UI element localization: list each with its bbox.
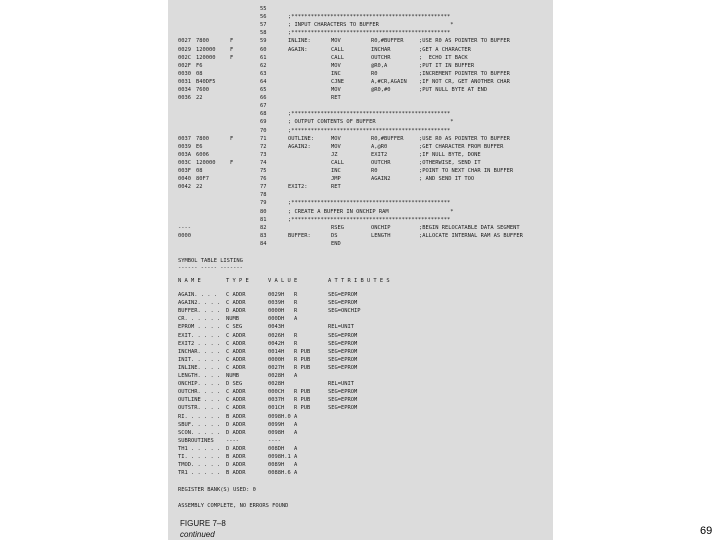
listing-op: JZ — [331, 151, 338, 158]
listing-num: 73 — [260, 151, 267, 158]
listing-line — [168, 29, 553, 37]
symbol-value: 0026H R — [268, 332, 298, 339]
listing-op: RET — [331, 95, 341, 102]
listing-num: 55 — [260, 6, 267, 12]
listing-line — [168, 224, 553, 232]
symbol-row — [168, 388, 553, 396]
listing-obj: 120000 — [196, 46, 216, 53]
listing-comment: ;GET A CHARACTER — [419, 46, 471, 53]
listing-op: CALL — [331, 159, 344, 166]
listing-num: 79 — [260, 200, 267, 207]
listing-op: DS — [331, 232, 338, 239]
symbol-name: RI. . . . . . — [178, 413, 221, 420]
listing-num: 82 — [260, 224, 267, 231]
symbol-name: TH1 . . . . . — [178, 445, 221, 452]
listing-operand: A,#CR,AGAIN — [371, 78, 407, 85]
listing-num: 84 — [260, 240, 267, 247]
header-value: V A L U E — [268, 278, 298, 284]
listing-flag: F — [230, 46, 234, 53]
symbol-name: TI. . . . . . — [178, 454, 221, 460]
listing-obj: E6 — [196, 143, 203, 150]
listing-comment: ; AND SEND IT TOO — [419, 176, 475, 183]
symbol-attributes: SEG=ONCHIP — [328, 308, 361, 315]
symbol-row — [168, 461, 553, 469]
listing-addr: 003A — [178, 151, 191, 158]
symbol-value: 000CH R PUB — [268, 389, 311, 396]
listing-obj: 22 — [196, 95, 203, 102]
symbol-type: C ADDR — [226, 397, 246, 404]
listing-num: 59 — [260, 38, 267, 45]
listing-obj: 120000 — [196, 54, 216, 61]
listing-addr: 0042 — [178, 184, 191, 191]
listing-full: ;************************************************* — [288, 30, 451, 37]
header-type: T Y P E — [226, 278, 249, 284]
listing-line — [168, 175, 553, 183]
symbol-type: NUMB — [226, 373, 239, 379]
listing-addr: 002C — [178, 54, 191, 61]
symbol-value: 0039H R — [268, 300, 298, 307]
symbol-value: 0028H A — [268, 373, 298, 379]
listing-op: MOV — [331, 62, 341, 69]
listing-addr: 0039 — [178, 143, 191, 150]
symbol-row — [168, 299, 553, 307]
listing-label: EXIT2: — [288, 184, 308, 191]
symbol-type: C ADDR — [226, 332, 246, 339]
listing-operand: EXIT2 — [371, 151, 388, 158]
symbol-row — [168, 356, 553, 364]
symbol-value: 0098H.0 A — [268, 413, 298, 420]
listing-num: 63 — [260, 70, 267, 77]
assembly-status-line: ASSEMBLY COMPLETE, NO ERRORS FOUND — [178, 503, 289, 509]
symbol-value: 0000H R — [268, 308, 298, 315]
symbol-row — [168, 429, 553, 437]
symbol-name: INCHAR. . . . — [178, 348, 221, 355]
listing-full: ; INPUT CHARACTERS TO BUFFER * — [288, 22, 454, 29]
symbol-name: EXIT2 . . . . — [178, 340, 221, 347]
listing-addr: 0030 — [178, 70, 191, 77]
listing-num: 70 — [260, 127, 267, 134]
listing-num: 61 — [260, 54, 267, 61]
listing-op: MOV — [331, 87, 341, 93]
symbol-value: 0000H R PUB — [268, 356, 311, 363]
listing-op: END — [331, 240, 341, 247]
listing-op: INC — [331, 70, 341, 77]
symbol-type: B ADDR — [226, 454, 246, 460]
listing-addr: 0000 — [178, 232, 191, 239]
symbol-value: 0027H R PUB — [268, 364, 311, 371]
listing-line — [168, 70, 553, 78]
symbol-row — [168, 413, 553, 421]
symbol-table-header — [168, 277, 553, 285]
symbol-value: 001CH R PUB — [268, 405, 311, 412]
listing-op: CJNE — [331, 78, 344, 85]
listing-line — [168, 183, 553, 191]
listing-num: 78 — [260, 192, 267, 199]
listing-label: AGAIN: — [288, 46, 308, 53]
listing-num: 77 — [260, 184, 267, 191]
listing-full: ;************************************************* — [288, 14, 451, 21]
listing-line — [168, 127, 553, 135]
symbol-attributes: SEG=EPROM — [328, 348, 358, 355]
listing-op: CALL — [331, 54, 344, 61]
listing-line — [168, 94, 553, 102]
listing-operand: @R0,#0 — [371, 87, 391, 93]
symbol-row — [168, 332, 553, 340]
symbol-name: EXIT. . . . . — [178, 332, 221, 339]
listing-op: MOV — [331, 143, 341, 150]
listing-addr: 002F — [178, 62, 191, 69]
listing-line — [168, 62, 553, 70]
listing-line — [168, 167, 553, 175]
listing-comment: ;USE R0 AS POINTER TO BUFFER — [419, 38, 510, 45]
listing-line — [168, 232, 553, 240]
symbol-value: 0043H — [268, 324, 285, 331]
listing-line — [168, 151, 553, 159]
listing-num: 65 — [260, 87, 267, 93]
symbol-row — [168, 421, 553, 429]
listing-full: ;************************************************* — [288, 200, 451, 207]
symbol-value: 008DH A — [268, 445, 298, 452]
listing-operand: @R0,A — [371, 62, 388, 69]
listing-flag: F — [230, 135, 234, 142]
header-name: N A M E — [178, 278, 201, 284]
listing-num: 66 — [260, 95, 267, 102]
symbol-name: CR. . . . . . — [178, 316, 221, 323]
listing-line — [168, 54, 553, 62]
symbol-name: SUBROUTINES — [178, 437, 214, 444]
symbol-attributes: SEG=EPROM — [328, 389, 358, 396]
figure-continued-label: continued — [180, 530, 215, 539]
listing-op: INC — [331, 168, 341, 174]
symbol-name: ONCHIP. . . . — [178, 381, 221, 388]
symbol-type: C ADDR — [226, 356, 246, 363]
symbol-type: ---- — [226, 437, 239, 444]
symbol-value: 0014H R PUB — [268, 348, 311, 355]
symbol-name: SCON. . . . . — [178, 429, 221, 436]
listing-line — [168, 13, 553, 21]
listing-operand: LENGTH — [371, 232, 391, 239]
symbol-value: 0029H R — [268, 292, 298, 298]
register-banks-line: REGISTER BANK(S) USED: 0 — [178, 487, 256, 493]
listing-op: RET — [331, 184, 341, 191]
symbol-attributes: REL=UNIT — [328, 324, 354, 331]
symbol-table-rule-text: ------ ----- ------- — [178, 265, 243, 271]
symbol-attributes: SEG=EPROM — [328, 397, 358, 404]
listing-label: INLINE: — [288, 38, 311, 45]
symbol-type: C ADDR — [226, 364, 246, 371]
symbol-type: C ADDR — [226, 389, 246, 396]
symbol-attributes: SEG=EPROM — [328, 300, 358, 307]
listing-comment: ;IF NOT CR, GET ANOTHER CHAR — [419, 78, 510, 85]
symbol-attributes: SEG=EPROM — [328, 364, 358, 371]
scanned-listing-page — [168, 0, 553, 540]
symbol-type: D SEG — [226, 381, 243, 388]
symbol-value: 0037H R PUB — [268, 397, 311, 404]
symbol-name: TMOD. . . . . — [178, 462, 221, 469]
listing-comment: ;PUT NULL BYTE AT END — [419, 87, 488, 93]
symbol-attributes: SEG=EPROM — [328, 340, 358, 347]
symbol-row — [168, 437, 553, 445]
listing-addr: 0036 — [178, 95, 191, 102]
symbol-name: TR1 . . . . . — [178, 470, 221, 477]
symbol-type: C SEG — [226, 324, 243, 331]
listing-line — [168, 208, 553, 216]
symbol-name: INIT. . . . . — [178, 356, 221, 363]
listing-op: MOV — [331, 135, 341, 142]
symbol-name: OUTCHR. . . . — [178, 389, 221, 396]
symbol-row — [168, 404, 553, 412]
listing-num: 60 — [260, 46, 267, 53]
symbol-row — [168, 396, 553, 404]
symbol-type: C ADDR — [226, 405, 246, 412]
symbol-attributes: REL=UNIT — [328, 381, 354, 388]
listing-addr: 0027 — [178, 38, 191, 45]
listing-label: OUTLINE: — [288, 135, 314, 142]
listing-obj: 08 — [196, 168, 203, 174]
listing-addr: 003F — [178, 168, 191, 174]
listing-obj: 7800 — [196, 38, 209, 45]
symbol-value: 0098H.1 A — [268, 454, 298, 460]
symbol-type: D ADDR — [226, 308, 246, 315]
listing-op: MOV — [331, 38, 341, 45]
figure-caption: FIGURE 7–8 — [180, 519, 226, 528]
symbol-row — [168, 291, 553, 299]
symbol-row — [168, 453, 553, 461]
listing-num: 58 — [260, 30, 267, 37]
listing-operand: R0 — [371, 168, 378, 174]
symbol-type: C ADDR — [226, 340, 246, 347]
symbol-type: D ADDR — [226, 462, 246, 469]
symbol-value: 000DH A — [268, 316, 298, 323]
listing-obj: 120000 — [196, 159, 216, 166]
listing-num: 76 — [260, 176, 267, 183]
symbol-name: OUTLINE . . . — [178, 397, 221, 404]
symbol-value: 0089H A — [268, 462, 298, 469]
listing-addr: 0034 — [178, 87, 191, 93]
symbol-value: 0099H A — [268, 421, 298, 428]
listing-operand: R0,#BUFFER — [371, 135, 404, 142]
listing-operand: OUTCHR — [371, 54, 391, 61]
symbol-value: ---- — [268, 437, 281, 444]
listing-full: ; CREATE A BUFFER IN ONCHIP RAM * — [288, 208, 454, 215]
listing-num: 83 — [260, 232, 267, 239]
listing-num: 62 — [260, 62, 267, 69]
symbol-row — [168, 348, 553, 356]
listing-num: 71 — [260, 135, 267, 142]
listing-operand: AGAIN2 — [371, 176, 391, 183]
symbol-row — [168, 307, 553, 315]
listing-line — [168, 86, 553, 94]
listing-comment: ;GET CHARACTER FROM BUFFER — [419, 143, 504, 150]
listing-op: CALL — [331, 46, 344, 53]
listing-num: 67 — [260, 103, 267, 110]
symbol-type: D ADDR — [226, 429, 246, 436]
listing-num: 57 — [260, 22, 267, 29]
listing-line — [168, 21, 553, 29]
symbol-type: D ADDR — [226, 445, 246, 452]
listing-line — [168, 118, 553, 126]
listing-line — [168, 135, 553, 143]
symbol-name: INLINE. . . . — [178, 364, 221, 371]
listing-operand: R0,#BUFFER — [371, 38, 404, 45]
symbol-attributes: SEG=EPROM — [328, 356, 358, 363]
listing-num: 69 — [260, 119, 267, 126]
listing-addr: 0037 — [178, 135, 191, 142]
listing-obj: 6006 — [196, 151, 209, 158]
listing-operand: R0 — [371, 70, 378, 77]
listing-num: 64 — [260, 78, 267, 85]
listing-addr: 003C — [178, 159, 191, 166]
listing-line — [168, 199, 553, 207]
symbol-row — [168, 469, 553, 477]
listing-num: 56 — [260, 14, 267, 21]
symbol-attributes: SEG=EPROM — [328, 405, 358, 412]
listing-line — [168, 110, 553, 118]
listing-obj: 08 — [196, 70, 203, 77]
symbol-table-title-text: SYMBOL TABLE LISTING — [178, 258, 243, 264]
listing-comment: ;OTHERWISE, SEND IT — [419, 159, 481, 166]
listing-line — [168, 37, 553, 45]
listing-num: 68 — [260, 111, 267, 118]
listing-line — [168, 78, 553, 86]
symbol-row — [168, 445, 553, 453]
symbol-type: D ADDR — [226, 421, 246, 428]
listing-line — [168, 240, 553, 248]
symbol-row — [168, 372, 553, 380]
symbol-name: BUFFER. . . . — [178, 308, 221, 315]
listing-addr: 0029 — [178, 46, 191, 53]
symbol-type: C ADDR — [226, 292, 246, 298]
symbol-value: 0042H R — [268, 340, 298, 347]
symbol-name: OUTSTR. . . . — [178, 405, 221, 412]
listing-num: 81 — [260, 216, 267, 223]
listing-comment: ;USE R0 AS POINTER TO BUFFER — [419, 135, 510, 142]
listing-comment: ;ALLOCATE INTERNAL RAM AS BUFFER — [419, 232, 523, 239]
symbol-row — [168, 323, 553, 331]
symbol-name: LENGTH. . . . — [178, 373, 221, 379]
symbol-type: B ADDR — [226, 413, 246, 420]
listing-num: 74 — [260, 159, 267, 166]
symbol-row — [168, 380, 553, 388]
listing-comment: ;PUT IT IN BUFFER — [419, 62, 475, 69]
listing-op: JMP — [331, 176, 341, 183]
listing-num: 80 — [260, 208, 267, 215]
symbol-attributes: SEG=EPROM — [328, 292, 358, 298]
symbol-value: 0098H A — [268, 429, 298, 436]
listing-label: AGAIN2: — [288, 143, 311, 150]
listing-comment: ;IF NULL BYTE, DONE — [419, 151, 481, 158]
listing-label: BUFFER: — [288, 232, 311, 239]
symbol-type: C ADDR — [226, 300, 246, 307]
listing-operand: INCHAR — [371, 46, 391, 53]
listing-flag: F — [230, 38, 234, 45]
listing-line — [168, 46, 553, 54]
listing-obj: 22 — [196, 184, 203, 191]
listing-obj: B40DF5 — [196, 78, 216, 85]
listing-comment: ;BEGIN RELOCATABLE DATA SEGMENT — [419, 224, 520, 231]
symbol-type: NUMB — [226, 316, 239, 323]
listing-op: RSEG — [331, 224, 344, 231]
symbol-row — [168, 340, 553, 348]
listing-line — [168, 191, 553, 199]
listing-full: ;************************************************* — [288, 111, 451, 118]
listing-obj: 7600 — [196, 87, 209, 93]
symbol-value: 0088H.6 A — [268, 470, 298, 477]
listing-operand: OUTCHR — [371, 159, 391, 166]
listing-operand: ONCHIP — [371, 224, 391, 231]
symbol-type: B ADDR — [226, 470, 246, 477]
listing-obj: 7800 — [196, 135, 209, 142]
listing-num: 75 — [260, 168, 267, 174]
listing-comment: ;POINT TO NEXT CHAR IN BUFFER — [419, 168, 514, 174]
listing-line — [168, 5, 553, 13]
symbol-attributes: SEG=EPROM — [328, 332, 358, 339]
listing-comment: ; ECHO IT BACK — [419, 54, 468, 61]
symbol-type: C ADDR — [226, 348, 246, 355]
symbol-name: AGAIN2. . . . — [178, 300, 221, 307]
listing-addr: 0040 — [178, 176, 191, 183]
page-number: 69 — [700, 525, 713, 537]
symbol-row — [168, 315, 553, 323]
listing-line — [168, 102, 553, 110]
header-attributes: A T T R I B U T E S — [328, 278, 390, 284]
listing-line — [168, 216, 553, 224]
listing-full: ; OUTPUT CONTENTS OF BUFFER * — [288, 119, 454, 126]
symbol-name: EPROM . . . . — [178, 324, 221, 331]
listing-obj: 80F7 — [196, 176, 209, 183]
listing-obj: F6 — [196, 62, 203, 69]
listing-line — [168, 143, 553, 151]
symbol-table-title-rule — [168, 264, 553, 272]
listing-full: ;************************************************* — [288, 216, 451, 223]
listing-flag: F — [230, 54, 234, 61]
listing-comment: ;INCREMENT POINTER TO BUFFER — [419, 70, 510, 77]
listing-full: ;************************************************* — [288, 127, 451, 134]
listing-num: 72 — [260, 143, 267, 150]
listing-addr: 0031 — [178, 78, 191, 85]
listing-addr: ---- — [178, 224, 191, 231]
listing-line — [168, 159, 553, 167]
listing-operand: A,@R0 — [371, 143, 388, 150]
symbol-value: 0028H — [268, 381, 285, 388]
listing-flag: F — [230, 159, 234, 166]
symbol-name: AGAIN. . . . — [178, 292, 217, 298]
symbol-row — [168, 364, 553, 372]
symbol-name: SBUF. . . . . — [178, 421, 221, 428]
